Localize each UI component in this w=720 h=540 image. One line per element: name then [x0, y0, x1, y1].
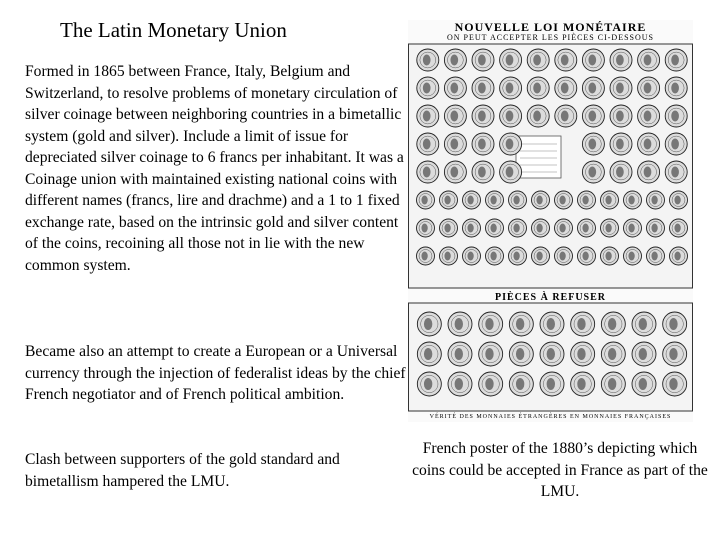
poster-footer: VÉRITÉ DES MONNAIES ÉTRANGÈRES EN MONNAIES FRANÇAISES: [429, 414, 672, 420]
slide-title: The Latin Monetary Union: [60, 18, 287, 42]
poster-section-label: PIÈCES À REFUSER: [494, 292, 607, 303]
coin-poster-image: [408, 20, 693, 422]
clash-paragraph: Clash between supporters of the gold standard and bimetallism hampered the LMU.: [25, 451, 340, 490]
currency-paragraph: Became also an attempt to create a European or a Universal currency through the injection of federalist ideas by the chief French negotiator and of French political ambition.: [25, 343, 406, 403]
poster-subheading: ON PEUT ACCEPTER LES PIÈCES CI-DESSOUS: [447, 33, 654, 42]
poster-heading: NOUVELLE LOI MONÉTAIRE: [454, 20, 647, 34]
poster-caption: French poster of the 1880’s depicting which coins could be accepted in France as part of the LMU.: [412, 440, 708, 500]
formation-paragraph: Formed in 1865 between France, Italy, Belgium and Switzerland, to resolve problems of monetary circulation of silver coinage between neighboring countries in a bimetallic system (gold and silver). Include a limit of issue for depreciated silver coinage to 6 francs per inhabitant. It was a Coinage union with maintained existing national coins with different names (francs, lire and drachme) and a 1 to 1 fixed exchange rate, based on the intrinsic gold and silver content of the coins, recoining all those not in lie with the new common system.: [25, 63, 404, 274]
coin-grid-illustration: [408, 20, 693, 422]
